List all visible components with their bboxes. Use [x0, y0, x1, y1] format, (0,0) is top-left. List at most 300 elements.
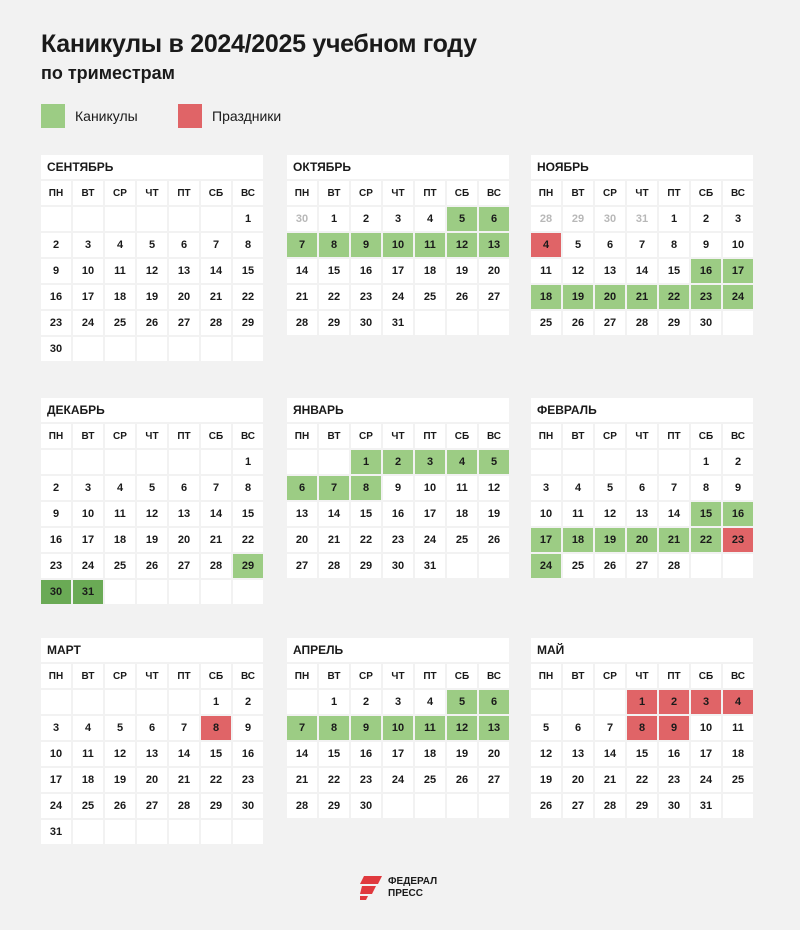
empty-cell — [105, 820, 135, 844]
day-cell: 17 — [691, 742, 721, 766]
month-grid — [287, 181, 509, 335]
day-cell: 26 — [595, 554, 625, 578]
month-grid — [287, 424, 509, 578]
month-grid — [287, 664, 509, 818]
weekday-label: ПН — [531, 424, 561, 448]
day-cell: 8 — [233, 476, 263, 500]
day-cell: 26 — [447, 768, 477, 792]
day-cell: 11 — [723, 716, 753, 740]
weekday-label: ВС — [479, 181, 509, 205]
day-cell: 14 — [201, 259, 231, 283]
day-cell: 8 — [659, 233, 689, 257]
day-cell: 12 — [137, 259, 167, 283]
day-cell: 28 — [627, 311, 657, 335]
month-name: СЕНТЯБРЬ — [41, 155, 263, 179]
vacation-day: 17 — [723, 259, 753, 283]
day-cell: 15 — [319, 259, 349, 283]
day-cell: 3 — [41, 716, 71, 740]
day-cell: 21 — [201, 528, 231, 552]
day-cell: 13 — [169, 502, 199, 526]
day-cell: 5 — [105, 716, 135, 740]
weekday-label: СБ — [201, 181, 231, 205]
weekday-label: ПТ — [659, 664, 689, 688]
day-cell: 22 — [233, 528, 263, 552]
month-name: ФЕВРАЛЬ — [531, 398, 753, 422]
day-cell: 2 — [691, 207, 721, 231]
day-cell: 15 — [319, 742, 349, 766]
empty-cell — [137, 580, 167, 604]
day-cell: 2 — [41, 476, 71, 500]
empty-cell — [105, 580, 135, 604]
day-cell: 26 — [531, 794, 561, 818]
vacation-day: 11 — [415, 716, 445, 740]
day-cell: 20 — [137, 768, 167, 792]
month-name: ЯНВАРЬ — [287, 398, 509, 422]
weekday-label: СБ — [447, 181, 477, 205]
day-cell: 3 — [383, 690, 413, 714]
empty-cell — [723, 311, 753, 335]
weekday-label: ВТ — [73, 664, 103, 688]
weekday-label: СР — [595, 424, 625, 448]
day-cell: 27 — [627, 554, 657, 578]
day-cell: 25 — [415, 285, 445, 309]
day-cell: 4 — [563, 476, 593, 500]
empty-cell — [415, 794, 445, 818]
day-cell: 3 — [73, 476, 103, 500]
vacation-day: 4 — [447, 450, 477, 474]
day-cell: 7 — [201, 476, 231, 500]
day-cell: 21 — [169, 768, 199, 792]
prev-month-day: 30 — [595, 207, 625, 231]
weekday-label: ВС — [233, 424, 263, 448]
day-cell: 11 — [447, 476, 477, 500]
day-cell: 9 — [691, 233, 721, 257]
day-cell: 4 — [105, 476, 135, 500]
day-cell: 24 — [691, 768, 721, 792]
vacation-day: 8 — [319, 716, 349, 740]
empty-cell — [105, 207, 135, 231]
legend-label-vacation: Каникулы — [75, 108, 138, 124]
day-cell: 9 — [233, 716, 263, 740]
empty-cell — [73, 820, 103, 844]
weekday-label: ЧТ — [627, 181, 657, 205]
vacation-day: 10 — [383, 716, 413, 740]
day-cell: 11 — [531, 259, 561, 283]
day-cell: 18 — [105, 285, 135, 309]
day-cell: 27 — [287, 554, 317, 578]
empty-cell — [233, 337, 263, 361]
weekday-label: ЧТ — [137, 181, 167, 205]
empty-cell — [169, 337, 199, 361]
weekday-label: ПТ — [415, 424, 445, 448]
day-cell: 19 — [105, 768, 135, 792]
empty-cell — [105, 337, 135, 361]
empty-cell — [383, 794, 413, 818]
day-cell: 16 — [351, 259, 381, 283]
empty-cell — [137, 690, 167, 714]
vacation-day: 11 — [415, 233, 445, 257]
day-cell: 13 — [169, 259, 199, 283]
weekday-label: ПТ — [169, 664, 199, 688]
day-cell: 13 — [627, 502, 657, 526]
day-cell: 27 — [169, 311, 199, 335]
logo-icon — [360, 876, 382, 900]
empty-cell — [563, 450, 593, 474]
empty-cell — [73, 690, 103, 714]
day-cell: 2 — [351, 690, 381, 714]
vacation-day: 19 — [595, 528, 625, 552]
weekday-label: ПН — [287, 664, 317, 688]
vacation-day: 2 — [383, 450, 413, 474]
holiday-day: 9 — [659, 716, 689, 740]
day-cell: 15 — [233, 259, 263, 283]
day-cell: 19 — [447, 742, 477, 766]
vacation-day: 20 — [627, 528, 657, 552]
day-cell: 12 — [595, 502, 625, 526]
day-cell: 12 — [137, 502, 167, 526]
day-cell: 28 — [201, 311, 231, 335]
day-cell: 17 — [73, 285, 103, 309]
day-cell: 6 — [169, 233, 199, 257]
vacation-day: 3 — [415, 450, 445, 474]
month-name: МАРТ — [41, 638, 263, 662]
logo-line-2: ПРЕСС — [388, 888, 423, 899]
day-cell: 3 — [531, 476, 561, 500]
prev-month-day: 31 — [627, 207, 657, 231]
vacation-day: 22 — [691, 528, 721, 552]
day-cell: 15 — [233, 502, 263, 526]
day-cell: 9 — [723, 476, 753, 500]
day-cell: 4 — [73, 716, 103, 740]
day-cell: 24 — [383, 285, 413, 309]
day-cell: 16 — [383, 502, 413, 526]
day-cell: 28 — [319, 554, 349, 578]
day-cell: 5 — [563, 233, 593, 257]
day-cell: 24 — [73, 311, 103, 335]
day-cell: 10 — [73, 502, 103, 526]
weekday-label: СБ — [691, 664, 721, 688]
month-grid — [531, 664, 753, 818]
day-cell: 14 — [319, 502, 349, 526]
day-cell: 1 — [233, 450, 263, 474]
weekday-label: ЧТ — [137, 664, 167, 688]
day-cell: 20 — [479, 742, 509, 766]
day-cell: 11 — [73, 742, 103, 766]
day-cell: 28 — [287, 311, 317, 335]
day-cell: 28 — [659, 554, 689, 578]
weekday-label: ВТ — [319, 664, 349, 688]
month-grid — [41, 424, 263, 604]
day-cell: 3 — [383, 207, 413, 231]
day-cell: 24 — [73, 554, 103, 578]
vacation-day: 20 — [595, 285, 625, 309]
empty-cell — [287, 450, 317, 474]
day-cell: 15 — [351, 502, 381, 526]
day-cell: 14 — [287, 259, 317, 283]
day-cell: 22 — [319, 285, 349, 309]
day-cell: 12 — [531, 742, 561, 766]
empty-cell — [137, 207, 167, 231]
day-cell: 17 — [415, 502, 445, 526]
vacation-day: 1 — [351, 450, 381, 474]
day-cell: 8 — [691, 476, 721, 500]
month-name: МАЙ — [531, 638, 753, 662]
empty-cell — [447, 794, 477, 818]
weekday-label: СР — [351, 181, 381, 205]
day-cell: 16 — [233, 742, 263, 766]
vacation-day: 9 — [351, 233, 381, 257]
weekday-label: СР — [105, 664, 135, 688]
day-cell: 23 — [233, 768, 263, 792]
day-cell: 30 — [351, 311, 381, 335]
legend-label-holiday: Праздники — [212, 108, 282, 124]
empty-cell — [531, 450, 561, 474]
day-cell: 14 — [287, 742, 317, 766]
day-cell: 29 — [351, 554, 381, 578]
day-cell: 24 — [415, 528, 445, 552]
vacation-day: 17 — [531, 528, 561, 552]
weekday-label: ВС — [479, 424, 509, 448]
day-cell: 23 — [41, 554, 71, 578]
day-cell: 26 — [105, 794, 135, 818]
day-cell: 31 — [383, 311, 413, 335]
empty-cell — [201, 450, 231, 474]
vacation-day: 30 — [41, 580, 71, 604]
empty-cell — [201, 337, 231, 361]
day-cell: 11 — [105, 502, 135, 526]
day-cell: 15 — [627, 742, 657, 766]
weekday-label: СР — [351, 664, 381, 688]
day-cell: 18 — [415, 259, 445, 283]
month-calendar — [531, 638, 753, 818]
day-cell: 17 — [41, 768, 71, 792]
day-cell: 28 — [595, 794, 625, 818]
weekday-label: ВТ — [73, 181, 103, 205]
day-cell: 29 — [201, 794, 231, 818]
day-cell: 19 — [137, 528, 167, 552]
day-cell: 10 — [415, 476, 445, 500]
day-cell: 26 — [137, 311, 167, 335]
day-cell: 22 — [351, 528, 381, 552]
vacation-day: 13 — [479, 716, 509, 740]
day-cell: 27 — [479, 768, 509, 792]
day-cell: 10 — [531, 502, 561, 526]
month-calendar — [41, 638, 263, 844]
weekday-label: ВТ — [563, 424, 593, 448]
day-cell: 2 — [233, 690, 263, 714]
weekday-label: ПН — [287, 181, 317, 205]
weekday-label: ЧТ — [383, 424, 413, 448]
day-cell: 25 — [105, 311, 135, 335]
empty-cell — [201, 207, 231, 231]
day-cell: 25 — [531, 311, 561, 335]
weekday-label: ЧТ — [627, 664, 657, 688]
day-cell: 30 — [383, 554, 413, 578]
day-cell: 24 — [41, 794, 71, 818]
day-cell: 28 — [201, 554, 231, 578]
month-name: ОКТЯБРЬ — [287, 155, 509, 179]
day-cell: 14 — [201, 502, 231, 526]
day-cell: 11 — [105, 259, 135, 283]
empty-cell — [595, 690, 625, 714]
weekday-label: ПТ — [659, 181, 689, 205]
empty-cell — [233, 580, 263, 604]
day-cell: 29 — [319, 794, 349, 818]
day-cell: 13 — [287, 502, 317, 526]
vacation-day: 9 — [351, 716, 381, 740]
day-cell: 18 — [415, 742, 445, 766]
day-cell: 21 — [201, 285, 231, 309]
legend-swatch-holiday — [178, 104, 202, 128]
weekday-label: ВТ — [319, 181, 349, 205]
empty-cell — [137, 337, 167, 361]
empty-cell — [531, 690, 561, 714]
day-cell: 20 — [169, 528, 199, 552]
day-cell: 27 — [563, 794, 593, 818]
empty-cell — [201, 820, 231, 844]
vacation-day: 6 — [479, 690, 509, 714]
legend-swatch-vacation — [41, 104, 65, 128]
prev-month-day: 30 — [287, 207, 317, 231]
day-cell: 19 — [137, 285, 167, 309]
day-cell: 26 — [479, 528, 509, 552]
vacation-day: 10 — [383, 233, 413, 257]
day-cell: 10 — [691, 716, 721, 740]
weekday-label: СБ — [447, 424, 477, 448]
weekday-label: СБ — [691, 181, 721, 205]
weekday-label: ПТ — [169, 424, 199, 448]
weekday-label: ПН — [41, 424, 71, 448]
day-cell: 27 — [169, 554, 199, 578]
day-cell: 9 — [383, 476, 413, 500]
month-name: ДЕКАБРЬ — [41, 398, 263, 422]
holiday-day: 1 — [627, 690, 657, 714]
weekday-label: ВС — [233, 664, 263, 688]
day-cell: 31 — [41, 820, 71, 844]
vacation-day: 8 — [351, 476, 381, 500]
month-calendar — [41, 155, 263, 361]
day-cell: 7 — [659, 476, 689, 500]
weekday-label: СБ — [201, 664, 231, 688]
vacation-day: 6 — [479, 207, 509, 231]
day-cell: 28 — [169, 794, 199, 818]
empty-cell — [41, 207, 71, 231]
day-cell: 25 — [447, 528, 477, 552]
day-cell: 14 — [595, 742, 625, 766]
empty-cell — [169, 820, 199, 844]
vacation-day: 7 — [287, 716, 317, 740]
day-cell: 27 — [479, 285, 509, 309]
holiday-day: 8 — [627, 716, 657, 740]
day-cell: 23 — [351, 768, 381, 792]
day-cell: 30 — [691, 311, 721, 335]
vacation-day: 5 — [447, 207, 477, 231]
day-cell: 1 — [659, 207, 689, 231]
vacation-day: 31 — [73, 580, 103, 604]
day-cell: 22 — [233, 285, 263, 309]
day-cell: 14 — [169, 742, 199, 766]
weekday-label: ПН — [41, 181, 71, 205]
empty-cell — [723, 794, 753, 818]
logo-line-1: ФЕДЕРАЛ — [388, 876, 438, 887]
day-cell: 15 — [201, 742, 231, 766]
vacation-day: 24 — [531, 554, 561, 578]
day-cell: 31 — [691, 794, 721, 818]
vacation-day: 12 — [447, 233, 477, 257]
weekday-label: ВТ — [563, 664, 593, 688]
day-cell: 9 — [41, 259, 71, 283]
empty-cell — [319, 450, 349, 474]
vacation-day: 13 — [479, 233, 509, 257]
day-cell: 25 — [73, 794, 103, 818]
day-cell: 29 — [659, 311, 689, 335]
holiday-day: 4 — [723, 690, 753, 714]
day-cell: 22 — [627, 768, 657, 792]
weekday-label: ЧТ — [383, 664, 413, 688]
weekday-label: ПН — [531, 181, 561, 205]
day-cell: 1 — [319, 690, 349, 714]
day-cell: 20 — [287, 528, 317, 552]
weekday-label: ВС — [479, 664, 509, 688]
weekday-label: ПН — [287, 424, 317, 448]
day-cell: 26 — [563, 311, 593, 335]
vacation-day: 12 — [447, 716, 477, 740]
empty-cell — [233, 820, 263, 844]
weekday-label: СР — [595, 181, 625, 205]
day-cell: 5 — [137, 476, 167, 500]
day-cell: 6 — [627, 476, 657, 500]
weekday-label: ПТ — [415, 664, 445, 688]
empty-cell — [479, 794, 509, 818]
day-cell: 29 — [319, 311, 349, 335]
empty-cell — [691, 554, 721, 578]
day-cell: 21 — [287, 768, 317, 792]
empty-cell — [137, 450, 167, 474]
day-cell: 4 — [415, 690, 445, 714]
day-cell: 27 — [137, 794, 167, 818]
month-calendar — [41, 398, 263, 604]
holiday-day: 23 — [723, 528, 753, 552]
day-cell: 16 — [659, 742, 689, 766]
vacation-day: 21 — [659, 528, 689, 552]
day-cell: 15 — [659, 259, 689, 283]
day-cell: 20 — [479, 259, 509, 283]
weekday-label: ВС — [723, 664, 753, 688]
day-cell: 23 — [383, 528, 413, 552]
day-cell: 24 — [383, 768, 413, 792]
day-cell: 12 — [105, 742, 135, 766]
day-cell: 1 — [691, 450, 721, 474]
vacation-day: 15 — [691, 502, 721, 526]
day-cell: 25 — [723, 768, 753, 792]
day-cell: 7 — [595, 716, 625, 740]
weekday-label: ВТ — [73, 424, 103, 448]
weekday-label: ПТ — [415, 181, 445, 205]
legend-vacation — [41, 104, 138, 128]
holiday-day: 3 — [691, 690, 721, 714]
day-cell: 16 — [41, 285, 71, 309]
empty-cell — [41, 690, 71, 714]
vacation-day: 7 — [287, 233, 317, 257]
day-cell: 18 — [447, 502, 477, 526]
month-calendar — [287, 398, 509, 578]
vacation-day: 18 — [563, 528, 593, 552]
day-cell: 26 — [137, 554, 167, 578]
weekday-label: ВС — [723, 181, 753, 205]
day-cell: 17 — [73, 528, 103, 552]
weekday-label: ПТ — [659, 424, 689, 448]
day-cell: 11 — [563, 502, 593, 526]
